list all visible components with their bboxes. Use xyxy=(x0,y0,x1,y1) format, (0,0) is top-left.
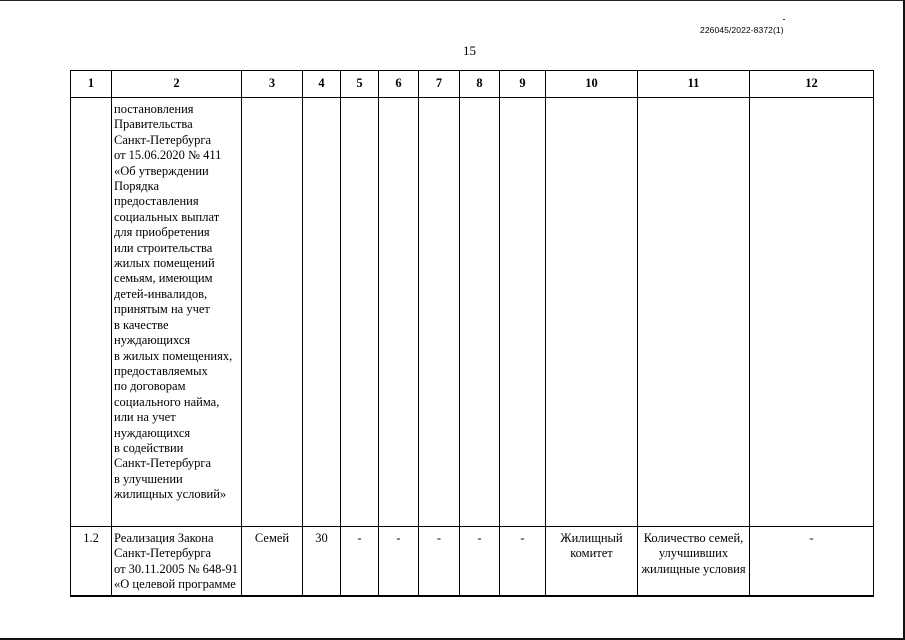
column-header: 2 xyxy=(112,71,242,98)
column-header: 10 xyxy=(546,71,638,98)
value-cell: - xyxy=(750,527,874,597)
text-line: по договорам xyxy=(114,379,186,394)
empty-cell xyxy=(242,98,303,527)
text-line: от 15.06.2020 № 411 xyxy=(114,148,222,163)
text-line: в улучшении xyxy=(114,471,183,486)
text-line: или на учет xyxy=(114,410,176,425)
text-line: жилищных условий» xyxy=(114,487,227,502)
text-line: «О целевой программе xyxy=(114,577,236,592)
program-table xyxy=(70,70,874,597)
column-header: 8 xyxy=(460,71,500,98)
value-cell: - xyxy=(341,527,379,597)
column-header: 4 xyxy=(303,71,341,98)
row-number-cell xyxy=(71,98,112,527)
table-row xyxy=(71,98,874,527)
text-line: Правительства xyxy=(114,117,193,132)
text-line: в содействии xyxy=(114,440,184,455)
text-line: семьям, имеющим xyxy=(114,271,213,286)
column-header: 12 xyxy=(750,71,874,98)
text-line: принятым на учет xyxy=(114,302,210,317)
text-line: жилых помещений xyxy=(114,256,215,271)
text-line: Санкт-Петербурга xyxy=(114,546,212,561)
empty-cell xyxy=(460,98,500,527)
text-line: «Об утверждении xyxy=(114,163,209,178)
empty-cell xyxy=(546,98,638,527)
text-line: Реализация Закона xyxy=(114,531,214,545)
column-header: 5 xyxy=(341,71,379,98)
text-line: жилищные условия xyxy=(641,561,746,576)
value-cell: - xyxy=(460,527,500,597)
text-line: нуждающихся xyxy=(114,425,191,440)
text-line: Жилищный xyxy=(560,531,623,545)
document-code: 226045/2022-8372(1) xyxy=(700,25,784,35)
measure-name-cell xyxy=(112,98,242,527)
empty-cell xyxy=(750,98,874,527)
text-line: социального найма, xyxy=(114,394,220,409)
unit-cell: Семей xyxy=(242,527,303,597)
empty-cell xyxy=(419,98,460,527)
page-number: 15 xyxy=(463,43,476,58)
text-line: от 30.11.2005 № 648-91 xyxy=(114,561,239,576)
column-header: 9 xyxy=(500,71,546,98)
table-row xyxy=(71,527,874,597)
column-header: 7 xyxy=(419,71,460,98)
empty-cell xyxy=(341,98,379,527)
text-line: в жилых помещениях, xyxy=(114,348,233,363)
text-line: нуждающихся xyxy=(114,333,191,348)
text-line: комитет xyxy=(570,546,613,561)
empty-cell xyxy=(379,98,419,527)
text-line: или строительства xyxy=(114,240,213,255)
text-line: для приобретения xyxy=(114,225,210,240)
scan-speck xyxy=(783,19,785,20)
row-number-cell: 1.2 xyxy=(71,527,112,597)
value-cell: - xyxy=(500,527,546,597)
text-line: Количество семей, xyxy=(643,531,744,545)
text-line: предоставления xyxy=(114,194,199,209)
text-line: в качестве xyxy=(114,317,169,332)
empty-cell xyxy=(303,98,341,527)
table-header-row xyxy=(71,71,874,98)
text-line: социальных выплат xyxy=(114,209,220,224)
executor-cell xyxy=(546,527,638,597)
column-header: 6 xyxy=(379,71,419,98)
value-cell: 30 xyxy=(303,527,341,597)
text-line: Санкт-Петербурга xyxy=(114,456,212,471)
column-header: 11 xyxy=(638,71,750,98)
text-line: предоставляемых xyxy=(114,363,208,378)
column-header: 1 xyxy=(71,71,112,98)
text-line: улучшивших xyxy=(658,546,729,561)
column-header: 3 xyxy=(242,71,303,98)
text-line: Порядка xyxy=(114,179,160,194)
empty-cell xyxy=(638,98,750,527)
value-cell: - xyxy=(419,527,460,597)
text-line: детей-инвалидов, xyxy=(114,286,208,301)
text-line: постановления xyxy=(114,102,194,116)
value-cell: - xyxy=(379,527,419,597)
empty-cell xyxy=(500,98,546,527)
text-line: Санкт-Петербурга xyxy=(114,132,212,147)
measure-name-cell xyxy=(112,527,242,597)
indicator-cell xyxy=(638,527,750,597)
